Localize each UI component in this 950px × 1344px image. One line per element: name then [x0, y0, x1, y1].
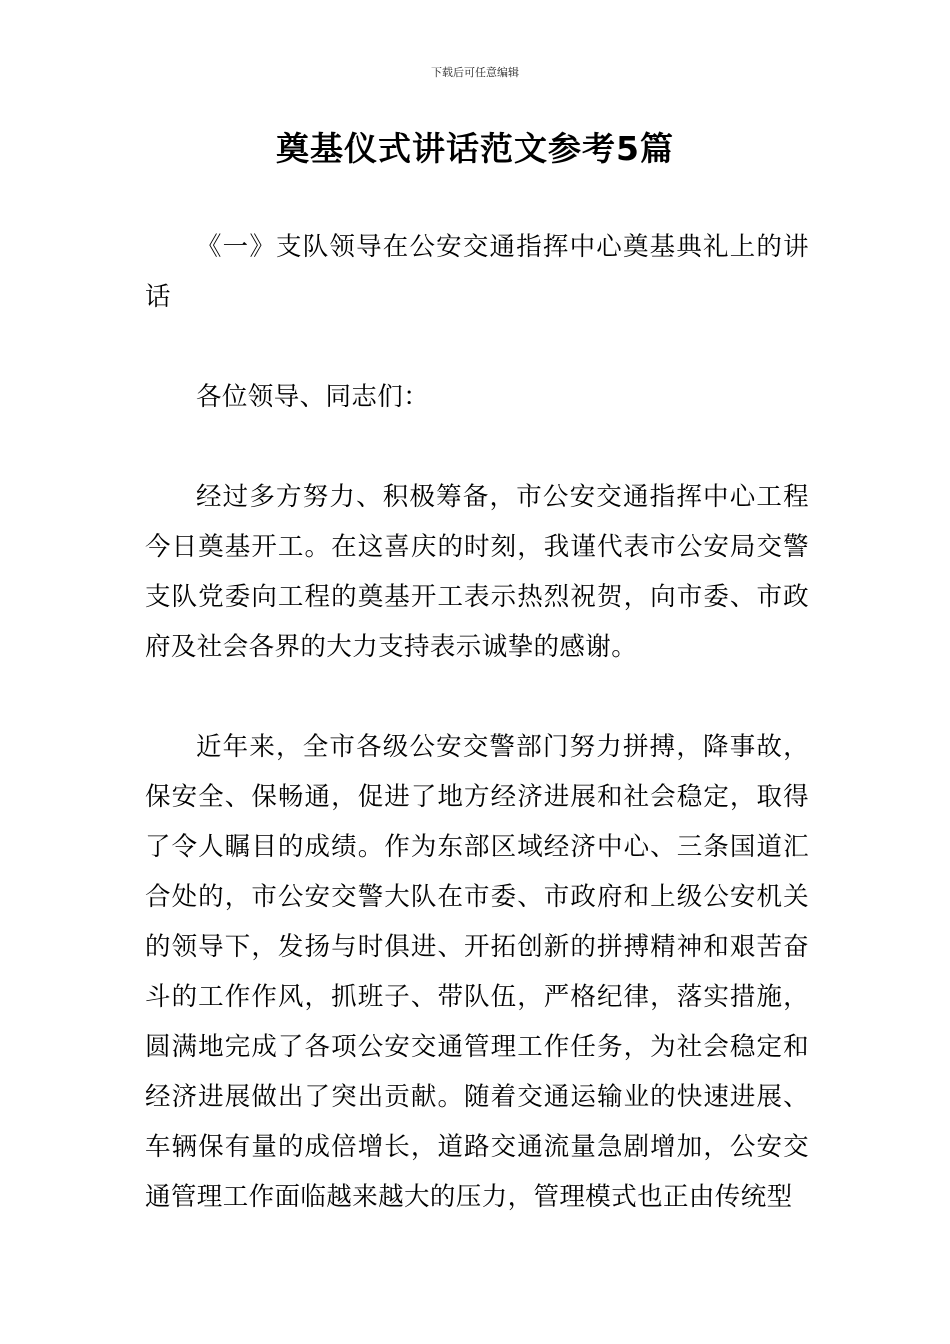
body-paragraph: 经过多方努力、积极筹备，市公安交通指挥中心工程今日奠基开工。在这喜庆的时刻，我谨代表市公安局交警支队党委向工程的奠基开工表示热烈祝贺，向市委、市政府及社会各界的大力支持表示诚挚的感谢。	[145, 482, 809, 662]
body-paragraph: 近年来，全市各级公安交警部门努力拼搏，降事故，保安全、保畅通，促进了地方经济进展和社会稳定，取得了令人瞩目的成绩。作为东部区域经济中心、三条国道汇合处的，市公安交警大队在市委、市政府和上级公安机关的领导下，发扬与时俱进、开拓创新的拼搏精神和艰苦奋斗的工作作风，抓班子、带队伍，严格纪律，落实措施，圆满地完成了各项公安交通管理工作任务，为社会稳定和经济进展做出了突出贡献。随着交通运输业的快速进展、车辆保有量的成倍增长，道路交通流量急剧增加，公安交通管理工作面临越来越大的压力，管理模式也正由传统型	[145, 732, 809, 1212]
salutation: 各位领导、同志们：	[196, 382, 430, 412]
document-body	[145, 222, 809, 1272]
header-note: 下载后可任意编辑	[431, 66, 519, 79]
section-heading: 《一》支队领导在公安交通指挥中心奠基典礼上的讲话	[145, 232, 809, 312]
document-title: 奠基仪式讲话范文参考5篇	[276, 129, 674, 168]
